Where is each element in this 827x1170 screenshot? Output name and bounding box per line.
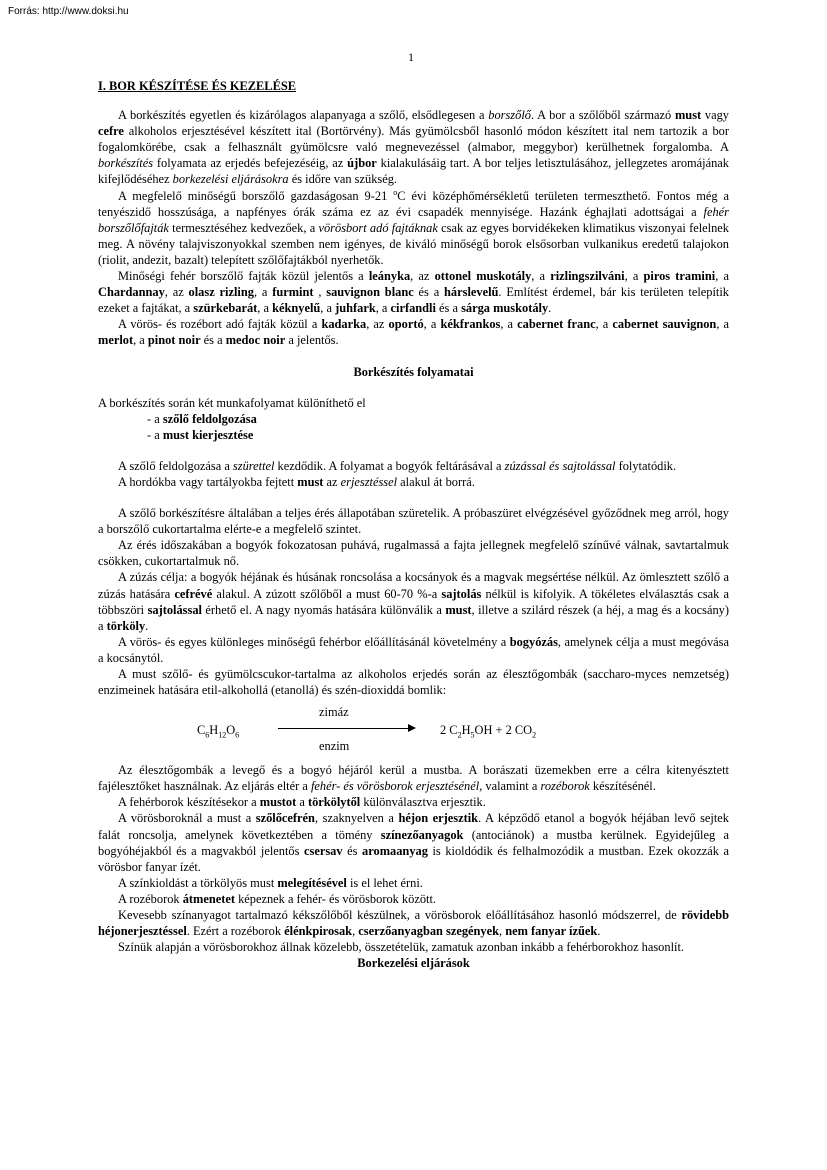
list-item: - a must kierjesztése — [147, 427, 254, 442]
fermentation-equation — [98, 704, 729, 758]
page-number: 1 — [408, 50, 414, 64]
paragraph-sugar-conversion: A must szőlő- és gyümölcscukor-tartalma az alkoholos erjedés során az élesztőgombák (saccharo-myces nemzetség) enzimeinek hatására etil-alkohollá (etanollá) és szén-dioxiddá bomlik: — [98, 667, 729, 698]
paragraph-ripeness: A szőlő borkészítésre általában a teljes érés állapotában szüretelik. A próbaszüret elvégzésével győződnek meg arról, hogy a borszőlő cukortartalma elérte-e a megfelelő szintet. — [98, 506, 729, 537]
glucose-formula: $C_6H_{12}O_6$ — [197, 723, 240, 740]
paragraph-rose-color: Színük alapján a vörösborokhoz állnak közelebb, összetételük, zamatuk azonban inkább a fehérborokhoz hasonlít. — [118, 940, 684, 955]
paragraph-white-wine: A fehérborok készítésekor a mustot a törkölytől különválasztva erjesztik. — [118, 795, 486, 810]
section-title-process: Borkészítés folyamatai — [353, 364, 474, 379]
paragraph-ripening: Az érés időszakában a bogyók fokozatosan puhává, rugalmassá a fajta jellegnek megfelelő színűvé válnak, savtartalmuk csökken, cukortartalmuk nő. — [98, 538, 729, 569]
paragraph-red-wine: A vörösboroknál a must a szőlőcefrén, szaknyelven a héjon erjesztik. A képződő etanol a bogyók héjában levő sejtek falát roncsolja, amelynek következtében a tömény színezőanyagok (antociánok) a mustba kerülnek. Egyidejűleg a bogyóhéjakból és a magvakból jelentős csersav és aromaanyag is kioldódik és felhalmozódik a mustban. Ezek okozzák a vörösbor fanyar ízét. — [98, 811, 730, 874]
paragraph-two-processes: A borkészítés során két munkafolyamat különíthető el — [98, 395, 366, 410]
paragraph-color-extraction: A színkioldást a törkölyös must melegítésével is el lehet érni. — [118, 875, 423, 890]
reaction-arrow — [278, 728, 408, 729]
paragraph-fermentation-intro: A hordókba vagy tartályokba fejtett must az erjesztéssel alakul át borrá. — [118, 474, 475, 489]
paragraph-destemming: A vörös- és egyes különleges minőségű fehérbor előállításánál követelmény a bogyózás, amelynek célja a must megóvása a kocsánytól. — [98, 634, 729, 665]
source-label: Forrás: http://www.doksi.hu — [8, 6, 129, 17]
paragraph-white-varieties: Minőségi fehér borszőlő fajták közül jelentős a leányka, az ottonel muskotály, a rizlingszilváni, a piros tramini, a Chardannay, az olasz rizling, a furmint , sauvignon blanc és a hárslevelű. Említést érdemel, bár kis területen telepítik ezeket a fajtákat, a szürkebarát, a kéknyelű, a juhfark, a cirfandli és a sárga muskotály. — [98, 269, 729, 316]
list-item: - a szőlő feldolgozása — [147, 411, 257, 426]
enzyme-label-above: zimáz — [319, 705, 349, 720]
paragraph-crushing: A zúzás célja: a bogyók héjának és húsának roncsolása a kocsányok és a magvak megsértése nélkül. Az ömlesztett szőlő a zúzás hatására cefrévé alakul. A zúzott szőlőből a must 60-70 %-a sajtolás nélkül is kifolyik. A tökéletes elválasztás csak a többszöri sajtolással érhető el. A nagy nyomás hatására különválik a must, illetve a szilárd részek (a héj, a mag és a kocsány) a törköly. — [98, 570, 730, 633]
paragraph-climate: A megfelelő minőségű borszőlő gazdaságosan 9-21 $^o$C évi középhőmérsékletű területen termeszthető. Fontos még a tenyészidő hosszúsága, a napfényes órák száma ez az évi csapadék mennyisége. Hazánk éghajlati adottságai a fehér borszőlőfajták termesztéséhez kedvezőek, a vörösbort adó fajtáknak csak az egyes borvidékeken klimatikus viszonyai felelnek meg. A növény talajviszonyokkal szemben nem igényes, de kiváló minőségű borok elsősorban vulkanikus eredetű talajokon (riolit, andezit, bazalt) telepített szőlőfajtákból nyerhetők. — [98, 187, 729, 267]
paragraph-intro: A borkészítés egyetlen és kizárólagos alapanyaga a szőlő, elsődlegesen a borszőlő. A bor a szőlőből származó must vagy cefre alkoholos erjesztésével készített ital (Bortörvény). Más gyümölcsből hasonló módon készített ital nem tartozik a bor fogalomkörébe, csak a felhasznált gyümölcsre való megnevezéssel (almabor, meggybor) kerülhetnek forgalomba. A borkészítés folyamata az erjedés befejezéséig, az újbor kialakulásáig tart. A bor teljes letisztulásához, jellegzetes aromájának kifejlődéséhez borkezelési eljárásokra és időre van szükség. — [98, 108, 729, 187]
paragraph-yeast: Az élesztőgombák a levegő és a bogyó héjáról kerül a mustba. A borászati üzemekben erre a célra kitenyésztett fajélesztőket használnak. Az eljárás eltér a fehér- és vörösborok erjesztésénél, valamint a rozéborok készítésénél. — [98, 763, 729, 794]
products-formula: 2 $C_2H_5OH + 2$ $CO_2$ — [440, 723, 537, 740]
chapter-heading: I. BOR KÉSZÍTÉSE ÉS KEZELÉSE — [98, 79, 296, 93]
section-title-treatment: Borkezelési eljárások — [357, 956, 470, 971]
arrow-head-icon — [408, 724, 416, 732]
paragraph-red-varieties: A vörös- és rozébort adó fajták közül a kadarka, az oportó, a kékfrankos, a cabernet franc, a cabernet sauvignon, a merlot, a pinot noir és a medoc noir a jelentős. — [98, 317, 730, 348]
paragraph-harvest: A szőlő feldolgozása a szürettel kezdődik. A folyamat a bogyók feltárásával a zúzással és sajtolással folytatódik. — [118, 458, 677, 473]
enzyme-label-below: enzim — [319, 739, 350, 754]
paragraph-rose-method: Kevesebb színanyagot tartalmazó kékszőlőből készülnek, a vörösborok előállításához hasonló módszerrel, de rövidebb héjonerjesztéssel. Ezért a rozéborok élénkpirosak, cserzőanyagban szegények, nem fanyar ízűek. — [98, 908, 729, 939]
document-body — [98, 78, 729, 971]
paragraph-rose-transition: A rozéborok átmenetet képeznek a fehér- és vörösborok között. — [118, 891, 437, 906]
